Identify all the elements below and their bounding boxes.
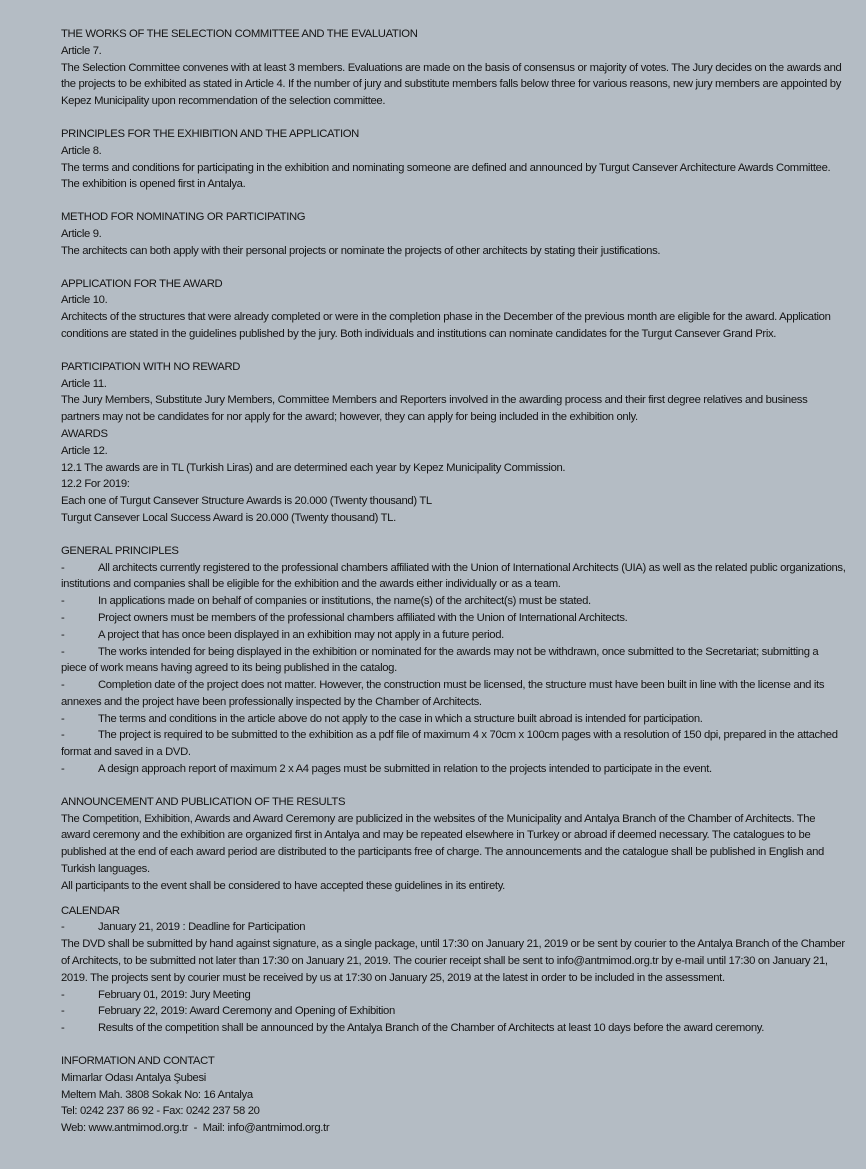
list-item: - A project that has once been displayed in an exhibition may not apply in a future period.: [61, 627, 846, 644]
bullet-dash: -: [61, 763, 65, 776]
bullet-dash: -: [61, 988, 65, 1001]
section-heading: PRINCIPLES FOR THE EXHIBITION AND THE APPLICATION: [61, 127, 359, 140]
list-item: - The terms and conditions in the article above do not apply to the case in which a structure built abroad is intended for participation.: [61, 711, 846, 728]
bullet-dash: -: [61, 628, 65, 641]
section-calendar: [61, 903, 846, 1037]
article-number: Article 10.: [61, 294, 108, 307]
contact-web-mail: Web: www.antmimod.org.tr - Mail: info@antmimod.org.tr: [61, 1122, 330, 1135]
section-contact: [61, 1053, 846, 1137]
list-item: - Completion date of the project does not matter. However, the construction must be licensed, the structure must have been built in line with the license and its annexes and the project have been professionally inspected by the Chamber of Architects.: [61, 679, 825, 708]
calendar-item: - January 21, 2019 : Deadline for Participation: [61, 919, 846, 936]
section-nomination-method: [61, 209, 846, 259]
bullet-dash: -: [61, 645, 65, 658]
section-selection-committee: [61, 26, 846, 110]
list-item: - A design approach report of maximum 2 x A4 pages must be submitted in relation to the projects intended to participate in the event.: [61, 761, 846, 778]
list-item: - All architects currently registered to the professional chambers affiliated with the Union of International Architects (UIA) as well as the related public organizations, institutions and companies shall be eligible for the exhibition and the awards either individually or as a team.: [61, 561, 846, 591]
bullet-dash: -: [61, 679, 65, 692]
section-no-reward: [61, 359, 846, 426]
list-item: - In applications made on behalf of companies or institutions, the name(s) of the architect(s) must be stated.: [61, 593, 846, 610]
section-application: [61, 276, 846, 343]
contact-organization: Mimarlar Odası Antalya Şubesi: [61, 1071, 206, 1084]
list-item: - The project is required to be submitted to the exhibition as a pdf file of maximum 4 x 70cm x 100cm pages with a resolution of 150 dpi, prepared in the attached format and saved in a DVD.: [61, 729, 838, 759]
bullet-dash: -: [61, 1005, 65, 1018]
section-heading: CALENDAR: [61, 904, 120, 917]
award-line: Each one of Turgut Cansever Structure Awards is 20.000 (Twenty thousand) TL: [61, 495, 432, 508]
bullet-dash: -: [61, 729, 65, 742]
article-number: Article 9.: [61, 227, 102, 240]
section-heading: THE WORKS OF THE SELECTION COMMITTEE AND THE EVALUATION: [61, 28, 418, 40]
announcement-body: The Competition, Exhibition, Awards and Award Ceremony are publicized in the websites of the Municipality and Antalya Branch of the Chamber of Architects. The award ceremony and the exhibition are organized first in Antalya and may be repeated elsewhere in Turkey or abroad if deemed necessary. The catalogues to be published at the end of each award period are distributed to the participants free of charge. The announcements and the catalogue shall be published in English and Turkish languages.: [61, 812, 824, 876]
award-line: Turgut Cansever Local Success Award is 20.000 (Twenty thousand) TL.: [61, 511, 396, 524]
document-body: [61, 26, 846, 1137]
article-number: Article 8.: [61, 144, 102, 157]
section-heading: INFORMATION AND CONTACT: [61, 1055, 215, 1068]
section-heading: METHOD FOR NOMINATING OR PARTICIPATING: [61, 211, 306, 224]
bullet-dash: -: [61, 611, 65, 624]
award-line: 12.2 For 2019:: [61, 478, 130, 491]
section-heading: PARTICIPATION WITH NO REWARD: [61, 360, 241, 373]
contact-address: Meltem Mah. 3808 Sokak No: 16 Antalya: [61, 1088, 253, 1101]
section-heading: AWARDS: [61, 427, 108, 440]
list-item: - Project owners must be members of the professional chambers affiliated with the Union of International Architects.: [61, 610, 846, 627]
section-announcement: [61, 794, 846, 895]
article-body: The terms and conditions for participating in the exhibition and nominating someone are defined and announced by Turgut Cansever Architecture Awards Committee. The exhibition is opened first in Antalya.: [61, 161, 831, 191]
section-heading: APPLICATION FOR THE AWARD: [61, 277, 223, 290]
calendar-dvd-text: The DVD shall be submitted by hand against signature, as a single package, until 17:30 on January 21, 2019 or be sent by courier to the Antalya Branch of the Chamber of Architects, to be submitted not later than 17:30 on January 21, 2019. The courier receipt shall be sent to info@antmimod.org.tr by e-mail until 17:30 on January 21, 2019. The projects sent by courier must be received by us at 17:30 on January 25, 2019 at the latest in order to be included in the assessment.: [61, 938, 845, 984]
article-body: The Jury Members, Substitute Jury Members, Committee Members and Reporters involved in the awarding process and their first degree relatives and business partners may not be candidates for nor apply for the award; however, they can apply for being included in the exhibition only.: [61, 394, 808, 424]
bullet-dash: -: [61, 595, 65, 608]
section-heading: ANNOUNCEMENT AND PUBLICATION OF THE RESULTS: [61, 795, 346, 808]
bullet-dash: -: [61, 921, 65, 934]
article-number: Article 11.: [61, 377, 107, 390]
section-awards: [61, 426, 846, 527]
calendar-item: - February 22, 2019: Award Ceremony and Opening of Exhibition: [61, 1003, 846, 1020]
article-body: The Selection Committee convenes with at least 3 members. Evaluations are made on the basis of consensus or majority of votes. The Jury decides on the awards and the projects to be exhibited as stated in Article 4. If the number of jury and substitute members falls below three for various reasons, new jury members are appointed by Kepez Municipality upon recommendation of the selection committee.: [61, 61, 842, 108]
article-body: The architects can both apply with their personal projects or nominate the projects of other architects by stating their justifications.: [61, 244, 661, 257]
award-line: 12.1 The awards are in TL (Turkish Liras) and are determined each year by Kepez Municipality Commission.: [61, 461, 566, 474]
bullet-dash: -: [61, 561, 65, 574]
calendar-item: - February 01, 2019: Jury Meeting: [61, 987, 846, 1004]
section-general-principles: [61, 543, 846, 778]
article-body: Architects of the structures that were already completed or were in the completion phase in the December of the previous month are eligible for the award. Application conditions are stated in the guidelines published by the jury. Both individuals and institutions can nominate candidates for the Turgut Cansever Grand Prix.: [61, 311, 831, 340]
contact-phone: Tel: 0242 237 86 92 - Fax: 0242 237 58 20: [61, 1105, 260, 1118]
article-number: Article 7.: [61, 44, 102, 57]
announcement-body: All participants to the event shall be considered to have accepted these guidelines in its entirety.: [61, 879, 505, 892]
list-item: - The works intended for being displayed in the exhibition or nominated for the awards may not be withdrawn, once submitted to the Secretariat; submitting a piece of work means having agreed to its being published in the catalog.: [61, 645, 819, 675]
section-exhibition-principles: [61, 126, 846, 193]
article-number: Article 12.: [61, 444, 108, 457]
bullet-dash: -: [61, 712, 65, 725]
section-heading: GENERAL PRINCIPLES: [61, 544, 179, 557]
bullet-dash: -: [61, 1022, 65, 1035]
calendar-item: - Results of the competition shall be announced by the Antalya Branch of the Chamber of Architects at least 10 days before the award ceremony.: [61, 1020, 846, 1037]
